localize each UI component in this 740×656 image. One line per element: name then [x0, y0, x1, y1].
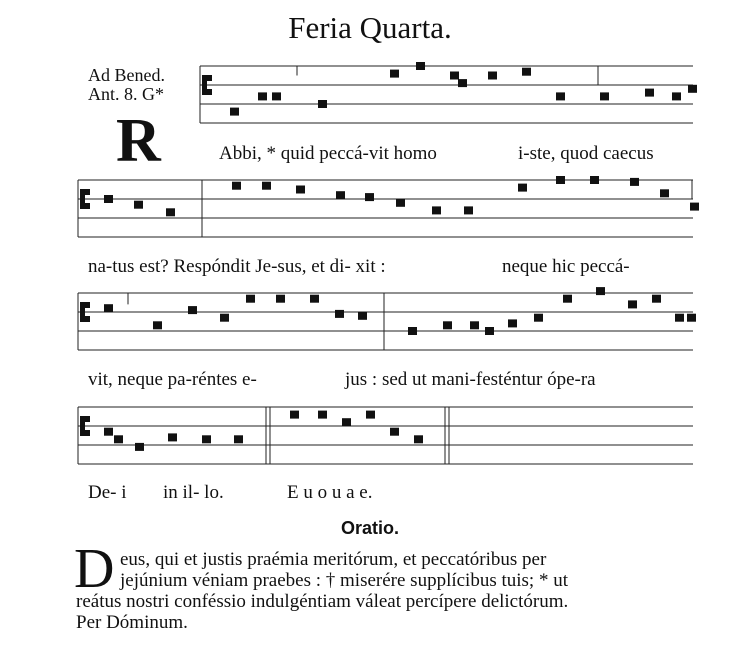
neume-note: [396, 199, 405, 207]
clef-mark: [85, 416, 90, 422]
neume-note: [628, 300, 637, 308]
oratio-line-2: jejúnium véniam praebes : † miserére supplícibus tuis; * ut: [120, 570, 568, 591]
neume-note: [318, 100, 327, 108]
neume-note: [630, 178, 639, 186]
neume-note: [234, 435, 243, 443]
neume-note: [366, 411, 375, 419]
neume-note: [522, 68, 531, 76]
clef-mark: [85, 189, 90, 195]
neume-note: [590, 176, 599, 184]
clef-mark: [85, 430, 90, 436]
clef-mark: [80, 416, 85, 436]
neume-note: [563, 295, 572, 303]
neume-note: [450, 72, 459, 80]
neume-note: [408, 327, 417, 335]
neume-note: [508, 319, 517, 327]
neume-note: [458, 79, 467, 87]
neume-note: [114, 435, 123, 443]
neume-note: [518, 184, 527, 192]
neume-note: [134, 201, 143, 209]
neume-note: [470, 321, 479, 329]
neume-note: [556, 92, 565, 100]
lyric-line-4b: in il- lo.: [163, 482, 224, 503]
neume-note: [464, 206, 473, 214]
chant-cue-line-2: Ant. 8. G*: [88, 84, 164, 104]
neume-note: [290, 411, 299, 419]
clef-mark: [85, 316, 90, 322]
neume-note: [202, 435, 211, 443]
chant-cue-line-1: Ad Bened.: [88, 65, 165, 85]
neume-note: [220, 314, 229, 322]
clef-mark: [207, 75, 212, 81]
neume-note: [390, 428, 399, 436]
neume-note: [168, 433, 177, 441]
neume-note: [687, 314, 696, 322]
neume-note: [104, 195, 113, 203]
neume-note: [272, 92, 281, 100]
neume-note: [645, 89, 654, 97]
neume-note: [414, 435, 423, 443]
neume-note: [258, 92, 267, 100]
neume-note: [432, 206, 441, 214]
neume-note: [104, 428, 113, 436]
neume-note: [416, 62, 425, 70]
lyric-line-1b: i-ste, quod caecus: [518, 143, 654, 164]
neume-note: [485, 327, 494, 335]
neume-note: [104, 304, 113, 312]
neume-note: [660, 189, 669, 197]
neume-note: [390, 70, 399, 78]
neume-note: [336, 191, 345, 199]
clef-mark: [207, 89, 212, 95]
neume-note: [188, 306, 197, 314]
neume-note: [246, 295, 255, 303]
neume-note: [600, 92, 609, 100]
lyric-line-2a: na-tus est? Respóndit Je-sus, et di- xit :: [88, 256, 386, 277]
clef-mark: [85, 302, 90, 308]
neume-note: [166, 208, 175, 216]
neume-note: [672, 92, 681, 100]
neume-note: [488, 72, 497, 80]
neume-note: [135, 443, 144, 451]
clef-mark: [202, 75, 207, 95]
neume-note: [358, 312, 367, 320]
lyric-line-4a: De- i: [88, 482, 127, 503]
neume-note: [342, 418, 351, 426]
neume-note: [556, 176, 565, 184]
lyric-line-3b: jus : sed ut mani-festéntur ópe-ra: [345, 369, 596, 390]
neume-note: [688, 85, 697, 93]
neume-note: [652, 295, 661, 303]
oratio-heading: Oratio.: [340, 518, 399, 538]
neume-note: [443, 321, 452, 329]
neume-note: [153, 321, 162, 329]
neume-note: [596, 287, 605, 295]
neume-note: [534, 314, 543, 322]
neume-note: [335, 310, 344, 318]
lyric-line-1a: Abbi, * quid peccá-vit homo: [219, 143, 437, 164]
neume-note: [230, 108, 239, 116]
oratio-line-3: reátus nostri conféssio indulgéntiam váleat percípere delictórum.: [76, 591, 569, 612]
lyric-line-4c: E u o u a e.: [287, 482, 373, 503]
clef-mark: [80, 302, 85, 322]
oratio-line-1: eus, qui et justis praémia meritórum, et peccatóribus per: [120, 549, 547, 570]
clef-mark: [80, 189, 85, 209]
neume-note: [690, 203, 699, 211]
chant-initial-letter: R: [116, 107, 161, 175]
oratio-line-4: Per Dóminum.: [76, 612, 188, 633]
neume-note: [276, 295, 285, 303]
neume-note: [365, 193, 374, 201]
neume-note: [296, 186, 305, 194]
clef-mark: [85, 203, 90, 209]
neume-note: [310, 295, 319, 303]
lyric-line-2b: neque hic peccá-: [502, 256, 630, 277]
oratio-initial-letter: D: [74, 538, 115, 600]
neume-note: [318, 411, 327, 419]
lyric-line-3a: vit, neque pa-réntes e-: [88, 369, 257, 390]
neume-note: [675, 314, 684, 322]
page-title: Feria Quarta.: [288, 10, 452, 45]
neume-note: [232, 182, 241, 190]
neume-note: [262, 182, 271, 190]
